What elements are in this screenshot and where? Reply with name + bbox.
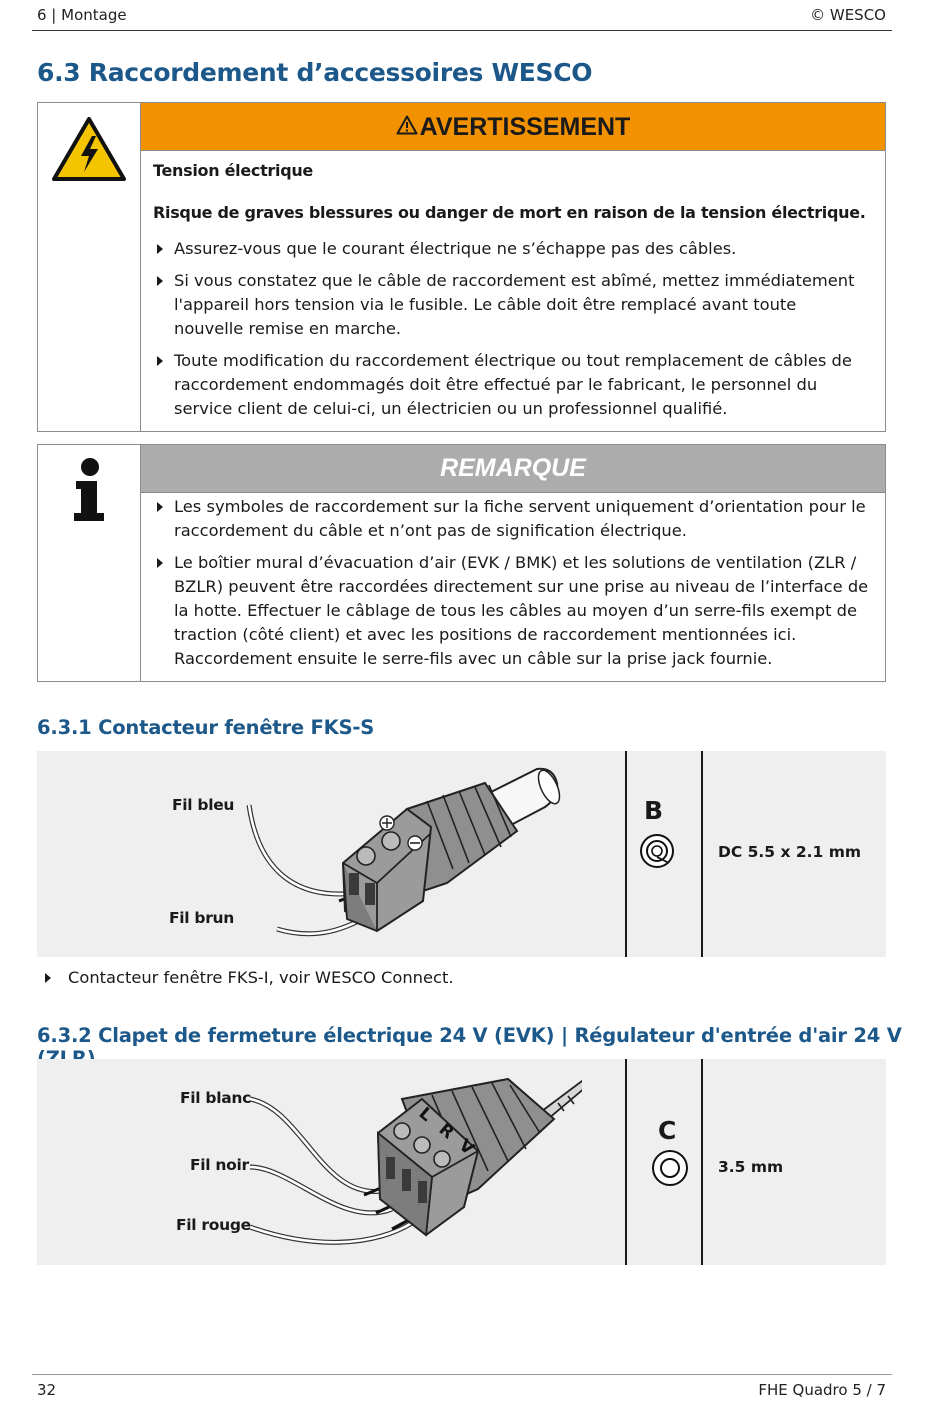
warning-subtitle: Tension électrique — [153, 161, 313, 180]
fks-connector-panel — [37, 751, 886, 957]
list-item: Contacteur fenêtre FKS-I, voir WESCO Connect. — [41, 966, 861, 990]
jack-letter: C — [658, 1116, 677, 1145]
jack-letter: B — [644, 796, 664, 825]
jack-spec: 3.5 mm — [718, 1158, 784, 1176]
section-title: 6.3 Raccordement d’accessoires WESCO — [37, 58, 593, 87]
warning-risk: Risque de graves blessures ou danger de mort en raison de la tension électrique. — [153, 203, 866, 222]
dc-connector-illustration — [227, 751, 567, 957]
list-item: Le boîtier mural d’évacuation d’air (EVK / BMK) et les solutions de ventilation (ZLR / BZLR) peuvent être raccordées directement sur une prise au niveau de l’interface de la hotte. Effectuer le câblage de tous les câbles au moyen d’un serre-fils exempt de traction (côté client) et avec les positions de raccordement mentionnées ici. Raccordement ensuite le serre-fils avec un câble sur la prise jack fournie. — [153, 551, 869, 671]
warning-box — [37, 102, 886, 432]
wire-label-blue: Fil bleu — [172, 796, 235, 814]
footer-rule — [32, 1374, 892, 1375]
list-item: Assurez-vous que le courant électrique ne s’échappe pas des câbles. — [153, 237, 869, 261]
subsection-title-fks: 6.3.1 Contacteur fenêtre FKS-S — [37, 716, 375, 739]
audio-connector-illustration — [242, 1059, 582, 1265]
header-chapter: 6 | Montage — [37, 6, 127, 24]
warning-band-label: AVERTISSEMENT — [419, 112, 631, 141]
jack-spec: DC 5.5 x 2.1 mm — [718, 843, 862, 861]
list-item: Si vous constatez que le câble de raccordement est abîmé, mettez immédiatement l'appareil hors tension via le fusible. Le câble doit être remplacé avant toute nouvelle remise en marche. — [153, 269, 869, 341]
subsection-title-evk: 6.3.2 Clapet de fermeture électrique 24 V (EVK) | Régulateur d'entrée d'air 24 V — [37, 1024, 902, 1047]
audio-jack-icon — [651, 1149, 689, 1187]
warning-symbol-cell — [38, 103, 141, 431]
evk-connector-panel — [37, 1059, 886, 1265]
wire-label-black: Fil noir — [190, 1156, 249, 1174]
warning-content — [153, 159, 869, 429]
wire-label-red: Fil rouge — [176, 1216, 251, 1234]
dc-jack-icon — [639, 833, 675, 869]
info-icon — [70, 457, 110, 523]
header-brand: © WESCO — [810, 6, 886, 24]
warning-band — [141, 103, 885, 151]
panel-divider — [625, 1059, 627, 1265]
wire-label-white: Fil blanc — [180, 1089, 252, 1107]
fks-bullet — [41, 966, 861, 998]
electric-hazard-icon — [51, 116, 127, 182]
note-band: REMARQUE — [141, 445, 885, 493]
panel-divider — [625, 751, 627, 957]
document-name: FHE Quadro 5 / 7 — [758, 1381, 886, 1399]
warning-triangle-icon — [396, 104, 418, 151]
terminal-mark-l: L — [414, 1103, 436, 1126]
panel-divider — [701, 751, 703, 957]
list-item: Toute modification du raccordement électrique ou tout remplacement de câbles de raccordement endommagés doit être effectué par le fabricant, le personnel du service client de celui-ci, un électricien ou un professionnel qualifié. — [153, 349, 869, 421]
note-content — [153, 495, 869, 679]
page-number: 32 — [37, 1381, 57, 1399]
terminal-mark-r: R — [434, 1119, 458, 1144]
note-box — [37, 444, 886, 682]
panel-divider — [701, 1059, 703, 1265]
header-rule — [32, 30, 892, 31]
note-list — [153, 495, 869, 671]
note-symbol-cell — [38, 445, 141, 681]
terminal-mark-v: V — [454, 1135, 478, 1160]
wire-label-brown: Fil brun — [169, 909, 235, 927]
warning-list — [153, 237, 869, 421]
list-item: Les symboles de raccordement sur la fiche servent uniquement d’orientation pour le raccordement du câble et n’ont pas de signification électrique. — [153, 495, 869, 543]
